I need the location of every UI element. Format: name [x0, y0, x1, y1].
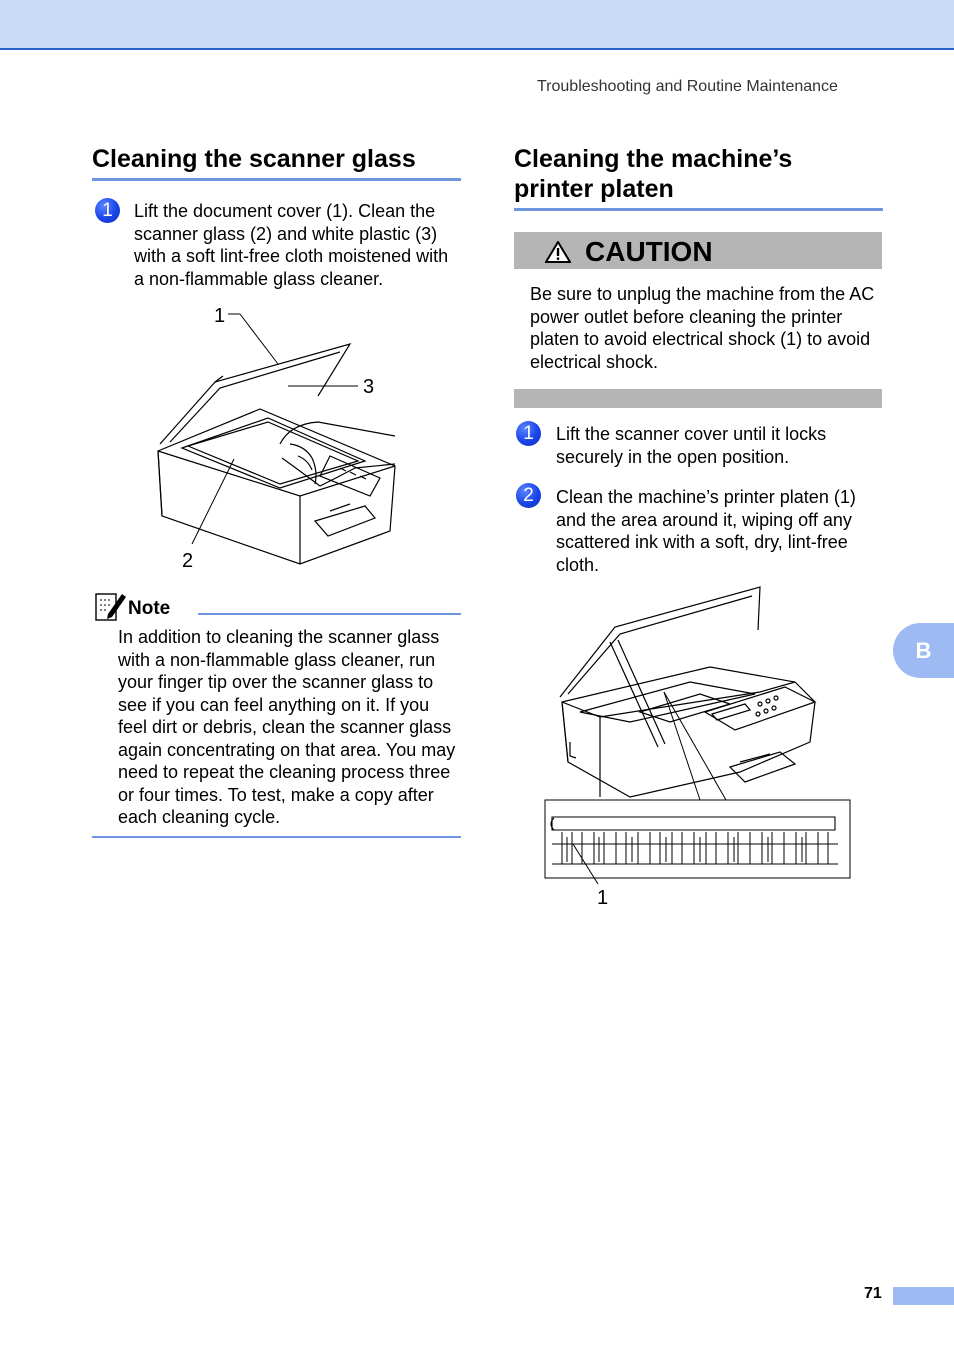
scanner-glass-illustration: [140, 296, 440, 576]
section-title-scanner-glass: Cleaning the scanner glass: [92, 145, 416, 173]
section-title-line-2: printer platen: [514, 175, 674, 203]
step-number-1: 1: [95, 198, 120, 223]
section-title-line-1: Cleaning the machine’s: [514, 145, 793, 173]
caution-end-bar: [514, 389, 882, 408]
step-1-text: Lift the scanner cover until it locks securely in the open position.: [556, 424, 827, 467]
page-number-bar: [893, 1287, 954, 1305]
warning-triangle-icon: [545, 241, 571, 263]
note-label: Note: [128, 598, 171, 619]
caution-text: Be sure to unplug the machine from the AC power outlet before cleaning the printer platen to avoid electrical shock (1) to avoid electrical shock.: [530, 284, 875, 372]
header-band: [0, 0, 954, 50]
callout-2: 2: [182, 550, 194, 572]
printer-platen-illustration: [540, 582, 855, 912]
callout-1: 1: [214, 305, 226, 327]
note-top-rule: [198, 613, 461, 615]
title-underline: [514, 208, 883, 211]
page-number: 71: [864, 1285, 882, 1302]
title-underline: [92, 178, 461, 181]
step-number-2: 2: [516, 483, 541, 508]
step-number-1: 1: [516, 421, 541, 446]
callout-1: 1: [597, 887, 609, 909]
note-text: In addition to cleaning the scanner glass with a non-flammable glass cleaner, run your finger tip over the scanner glass to see if you can feel anything on it. If you feel dirt or debris, clean the scanner glass again concentrating on that area. You may need to repeat the cleaning process three or four times. To test, make a copy after each cleaning cycle.: [118, 627, 456, 827]
running-header: Troubleshooting and Routine Maintenance: [537, 78, 838, 95]
caution-label: CAUTION: [585, 236, 713, 267]
note-pencil-icon: [94, 590, 128, 622]
chapter-tab: B: [893, 623, 954, 678]
step-1-text: Lift the document cover (1). Clean the scanner glass (2) and white plastic (3) with a soft lint-free cloth moistened with a non-flammable glass cleaner.: [134, 201, 449, 289]
callout-3: 3: [363, 376, 375, 398]
step-2-text: Clean the machine’s printer platen (1) and the area around it, wiping off any scattered ink with a soft, dry, lint-free cloth.: [556, 487, 856, 575]
note-bottom-rule: [92, 836, 461, 838]
